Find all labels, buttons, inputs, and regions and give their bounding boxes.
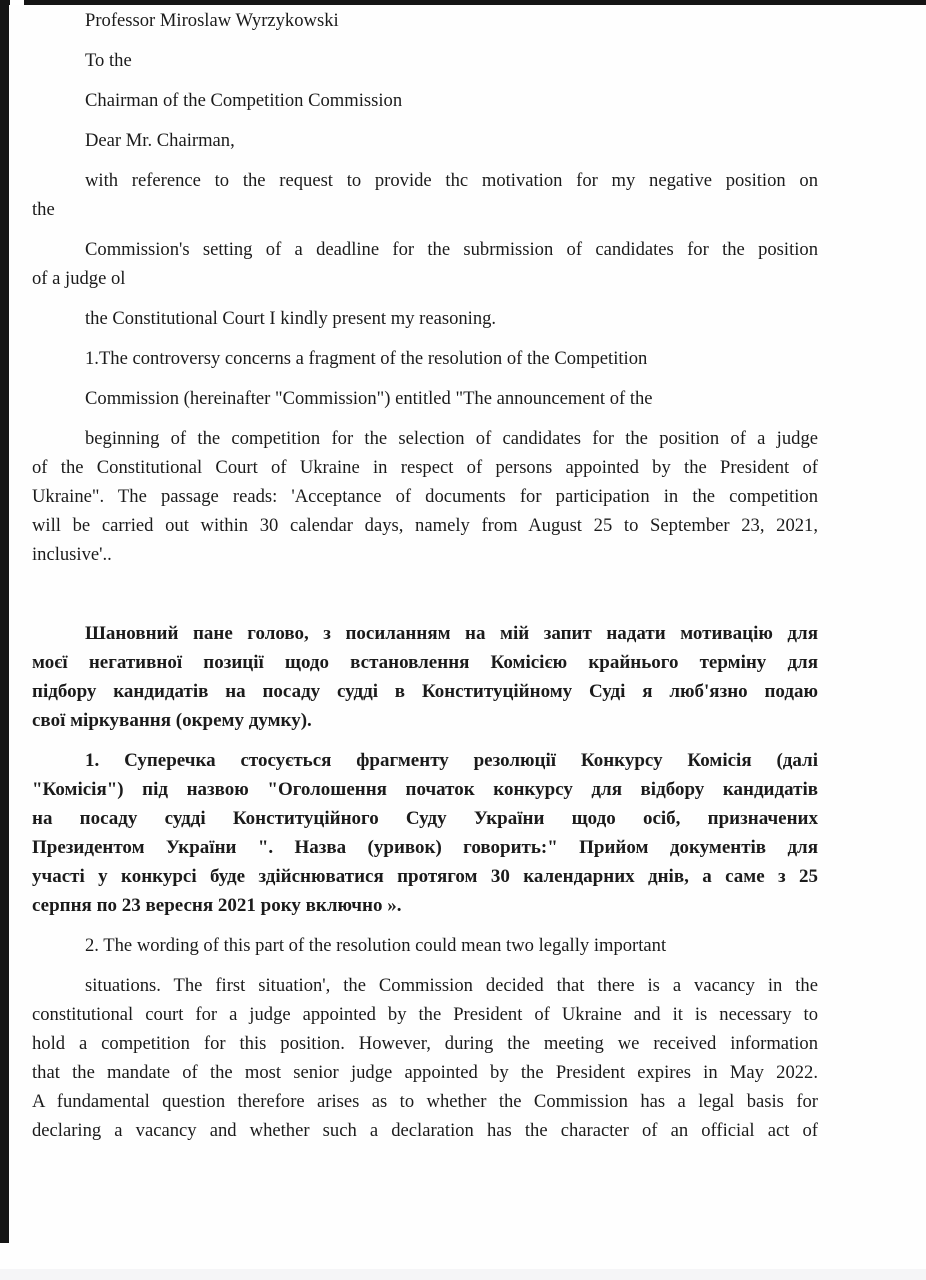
text-line-ukrainian: "Комісія") під назвою "Оголошення початок конкурсу для відбору кандидатів xyxy=(32,779,818,800)
text-line: the Constitutional Court I kindly present my reasoning. xyxy=(85,308,497,329)
text-line: of the Constitutional Court of Ukraine in respect of persons appointed by the President of xyxy=(32,457,818,478)
text-line: inclusive'.. xyxy=(32,544,112,565)
text-line-ukrainian: підбору кандидатів на посаду судді в Конституційному Суді я люб'язно подаю xyxy=(32,681,818,702)
text-line: constitutional court for a judge appointed by the President of Ukraine and it is necessary to xyxy=(32,1004,818,1025)
text-line: A fundamental question therefore arises as to whether the Commission has a legal basis for xyxy=(32,1091,818,1112)
text-line: Ukraine". The passage reads: 'Acceptance of documents for participation in the competition xyxy=(32,486,818,507)
text-line: the xyxy=(32,199,55,220)
text-line-ukrainian: свої міркування (окрему думку). xyxy=(32,710,312,731)
text-line: 1.The controversy concerns a fragment of the resolution of the Competition xyxy=(85,348,648,369)
text-line-ukrainian: моєї негативної позиції щодо встановлення Комісією крайнього терміну для xyxy=(32,652,818,673)
text-line-ukrainian: 1. Суперечка стосується фрагменту резолюції Конкурсу Комісія (далі xyxy=(85,750,818,771)
text-line-addressee: Chairman of the Competition Commission xyxy=(85,90,403,111)
scan-top-edge-notch xyxy=(10,0,24,5)
text-line-greeting: Dear Mr. Chairman, xyxy=(85,130,235,151)
text-line: hold a competition for this position. However, during the meeting we received information xyxy=(32,1033,818,1054)
text-line: that the mandate of the most senior judge appointed by the President expires in May 2022. xyxy=(32,1062,818,1083)
text-line: situations. The first situation', the Commission decided that there is a vacancy in the xyxy=(85,975,818,996)
text-line-salutation: To the xyxy=(85,50,132,71)
text-line-ukrainian: Президентом України ". Назва (уривок) говорить:" Прийом документів для xyxy=(32,837,818,858)
text-line: with reference to the request to provide thc motivation for my negative position on xyxy=(85,170,818,191)
text-line: 2. The wording of this part of the resolution could mean two legally important xyxy=(85,935,667,956)
text-line: beginning of the competition for the selection of candidates for the position of a judge xyxy=(85,428,818,449)
text-line-author: Professor Miroslaw Wyrzykowski xyxy=(85,10,339,31)
scan-bottom-strip xyxy=(0,1269,926,1280)
text-line: declaring a vacancy and whether such a declaration has the character of an official act of xyxy=(32,1120,818,1141)
text-line-ukrainian: Шановний пане голово, з посиланням на мій запит надати мотивацію для xyxy=(85,623,818,644)
text-line: will be carried out within 30 calendar days, namely from August 25 to September 23, 2021, xyxy=(32,515,818,536)
text-line: Commission's setting of a deadline for the subrmission of candidates for the position xyxy=(85,239,818,260)
text-line-ukrainian: участі у конкурсі буде здійснюватися протягом 30 календарних днів, а саме з 25 xyxy=(32,866,818,887)
scan-left-edge-strip xyxy=(0,0,9,1243)
scan-top-edge-bar xyxy=(0,0,926,5)
text-line: Commission (hereinafter "Commission") entitled "The announcement of the xyxy=(85,388,653,409)
document-text-block xyxy=(32,6,818,1145)
text-line-ukrainian: серпня по 23 вересня 2021 року включно ». xyxy=(32,895,402,916)
text-line-ukrainian: на посаду судді Конституційного Суду України щодо осіб, призначених xyxy=(32,808,818,829)
text-line: of a judge ol xyxy=(32,268,126,289)
